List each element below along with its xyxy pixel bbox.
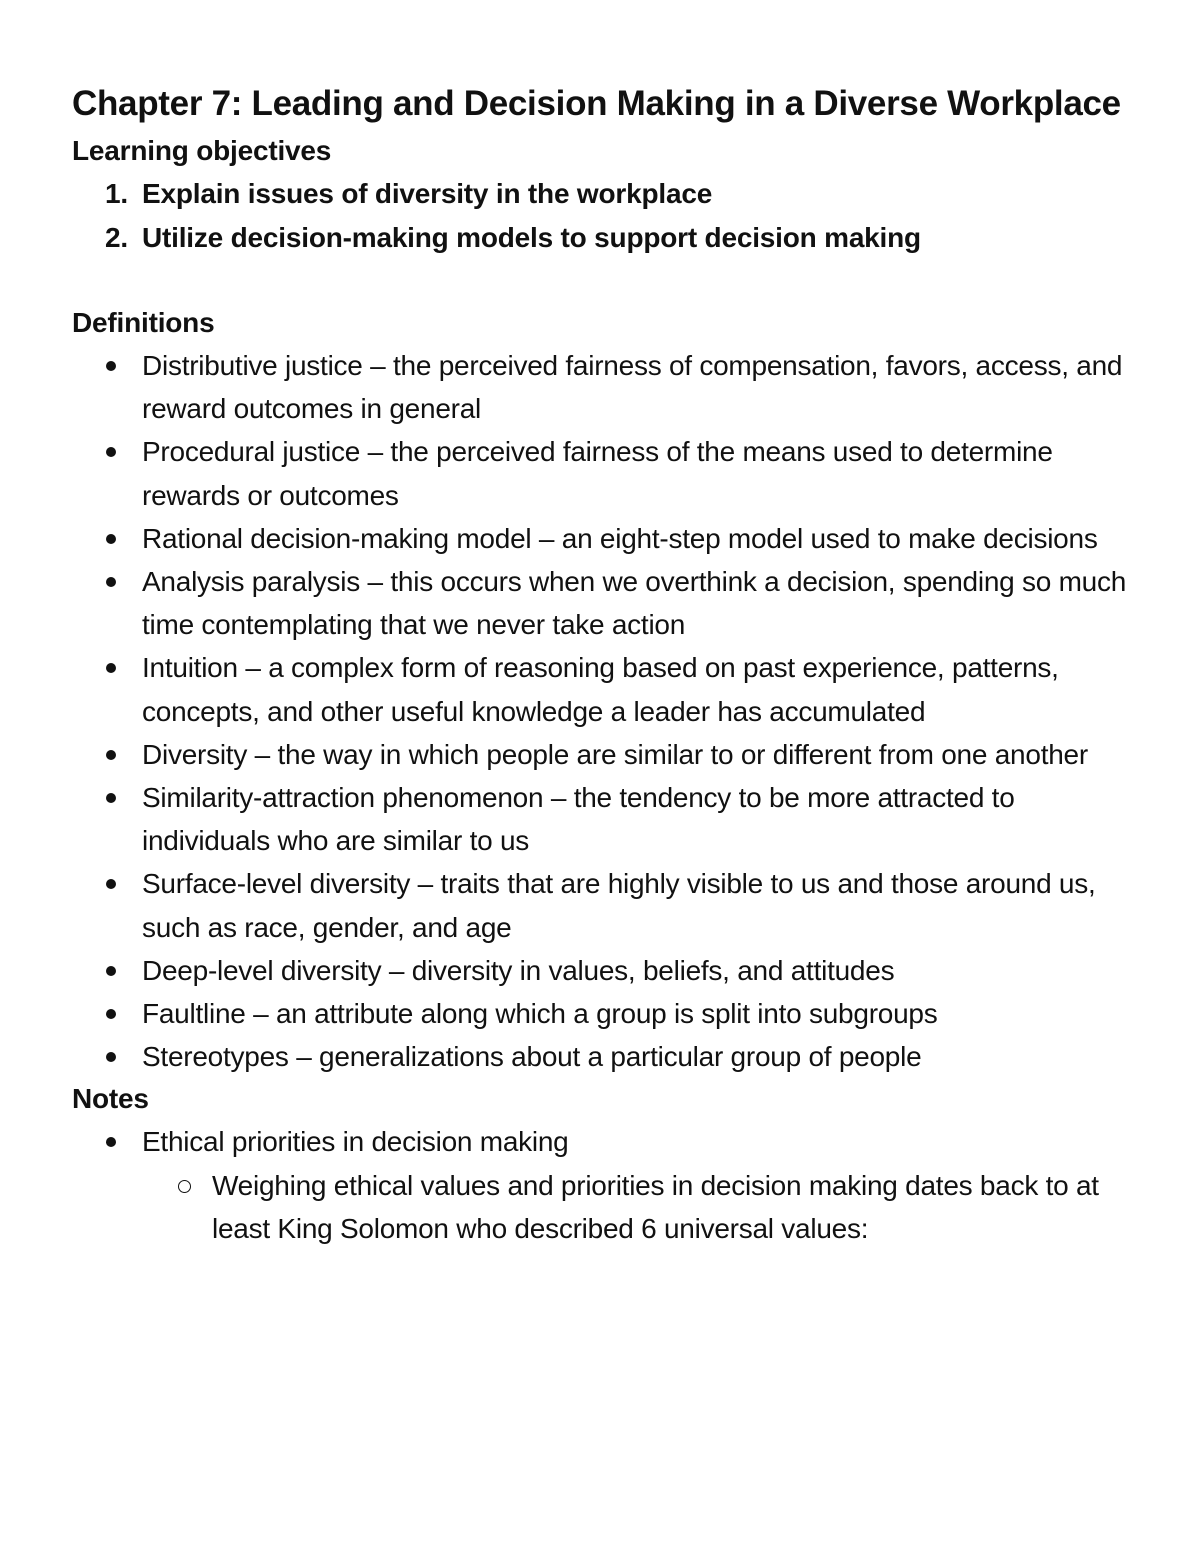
definition-text: Distributive justice – the perceived fairness of compensation, favors, access, and reward outcomes in general: [142, 350, 1123, 425]
bullet-icon: [106, 1052, 116, 1062]
definition-item: [72, 992, 1132, 1035]
bullet-icon: [106, 534, 116, 544]
definition-text: Analysis paralysis – this occurs when we overthink a decision, spending so much time contemplating that we never take action: [142, 566, 1127, 641]
bullet-icon: [106, 750, 116, 760]
learning-objectives-section: [72, 130, 1132, 260]
hollow-bullet-icon: [178, 1180, 191, 1193]
definition-text: Faultline – an attribute along which a group is split into subgroups: [142, 998, 938, 1030]
definition-text: Similarity-attraction phenomenon – the tendency to be more attracted to individuals who are similar to us: [142, 782, 1015, 857]
definition-item: [72, 1035, 1132, 1078]
note-sublist: [142, 1164, 1132, 1250]
bullet-icon: [106, 879, 116, 889]
objective-item: [72, 172, 1132, 216]
definitions-heading: Definitions: [72, 307, 215, 338]
objective-text: Utilize decision-making models to support decision making: [142, 222, 921, 253]
bullet-icon: [106, 1137, 116, 1147]
bullet-icon: [106, 793, 116, 803]
definition-text: Diversity – the way in which people are similar to or different from one another: [142, 738, 1088, 770]
definition-item: [72, 430, 1132, 516]
bullet-icon: [106, 1009, 116, 1019]
definitions-section: [72, 302, 1132, 1078]
definition-item: [72, 344, 1132, 430]
title-block: [72, 78, 1132, 130]
definitions-list: [72, 344, 1132, 1078]
bullet-icon: [106, 663, 116, 673]
objective-number: 2.: [105, 222, 128, 253]
definition-item: [72, 646, 1132, 732]
definition-text: Deep-level diversity – diversity in values, beliefs, and attitudes: [142, 954, 895, 986]
objectives-list: [72, 172, 1132, 260]
definition-text: Procedural justice – the perceived fairness of the means used to determine rewards or outcomes: [142, 436, 1053, 511]
objective-item: [72, 216, 1132, 260]
bullet-icon: [106, 966, 116, 976]
objective-number: 1.: [105, 178, 128, 209]
definition-item: [72, 862, 1132, 948]
definition-item: [72, 560, 1132, 646]
definition-text: Intuition – a complex form of reasoning based on past experience, patterns, concepts, and other useful knowledge a leader has accumulated: [142, 652, 1059, 727]
note-subitem-text: Weighing ethical values and priorities in decision making dates back to at least King Solomon who described 6 universal values:: [212, 1169, 1099, 1244]
definition-item: [72, 949, 1132, 992]
page-title: Chapter 7: Leading and Decision Making in a Diverse Workplace: [72, 84, 1121, 123]
notes-list: [72, 1120, 1132, 1250]
note-item: [72, 1120, 1132, 1250]
document-page: [72, 78, 1132, 1250]
notes-heading: Notes: [72, 1083, 149, 1115]
objectives-heading: Learning objectives: [72, 135, 332, 166]
bullet-icon: [106, 577, 116, 587]
definition-item: [72, 776, 1132, 862]
definition-item: [72, 733, 1132, 776]
note-subitem: [142, 1164, 1132, 1250]
definition-item: [72, 517, 1132, 560]
definition-text: Surface-level diversity – traits that are highly visible to us and those around us, such as race, gender, and age: [142, 868, 1096, 943]
blank-line: [72, 260, 1132, 302]
definition-text: Stereotypes – generalizations about a particular group of people: [142, 1041, 922, 1073]
notes-section: [72, 1078, 1132, 1250]
objective-text: Explain issues of diversity in the workplace: [142, 178, 713, 209]
note-text: Ethical priorities in decision making: [142, 1126, 569, 1158]
bullet-icon: [106, 361, 116, 371]
bullet-icon: [106, 447, 116, 457]
definition-text: Rational decision-making model – an eight-step model used to make decisions: [142, 522, 1098, 554]
